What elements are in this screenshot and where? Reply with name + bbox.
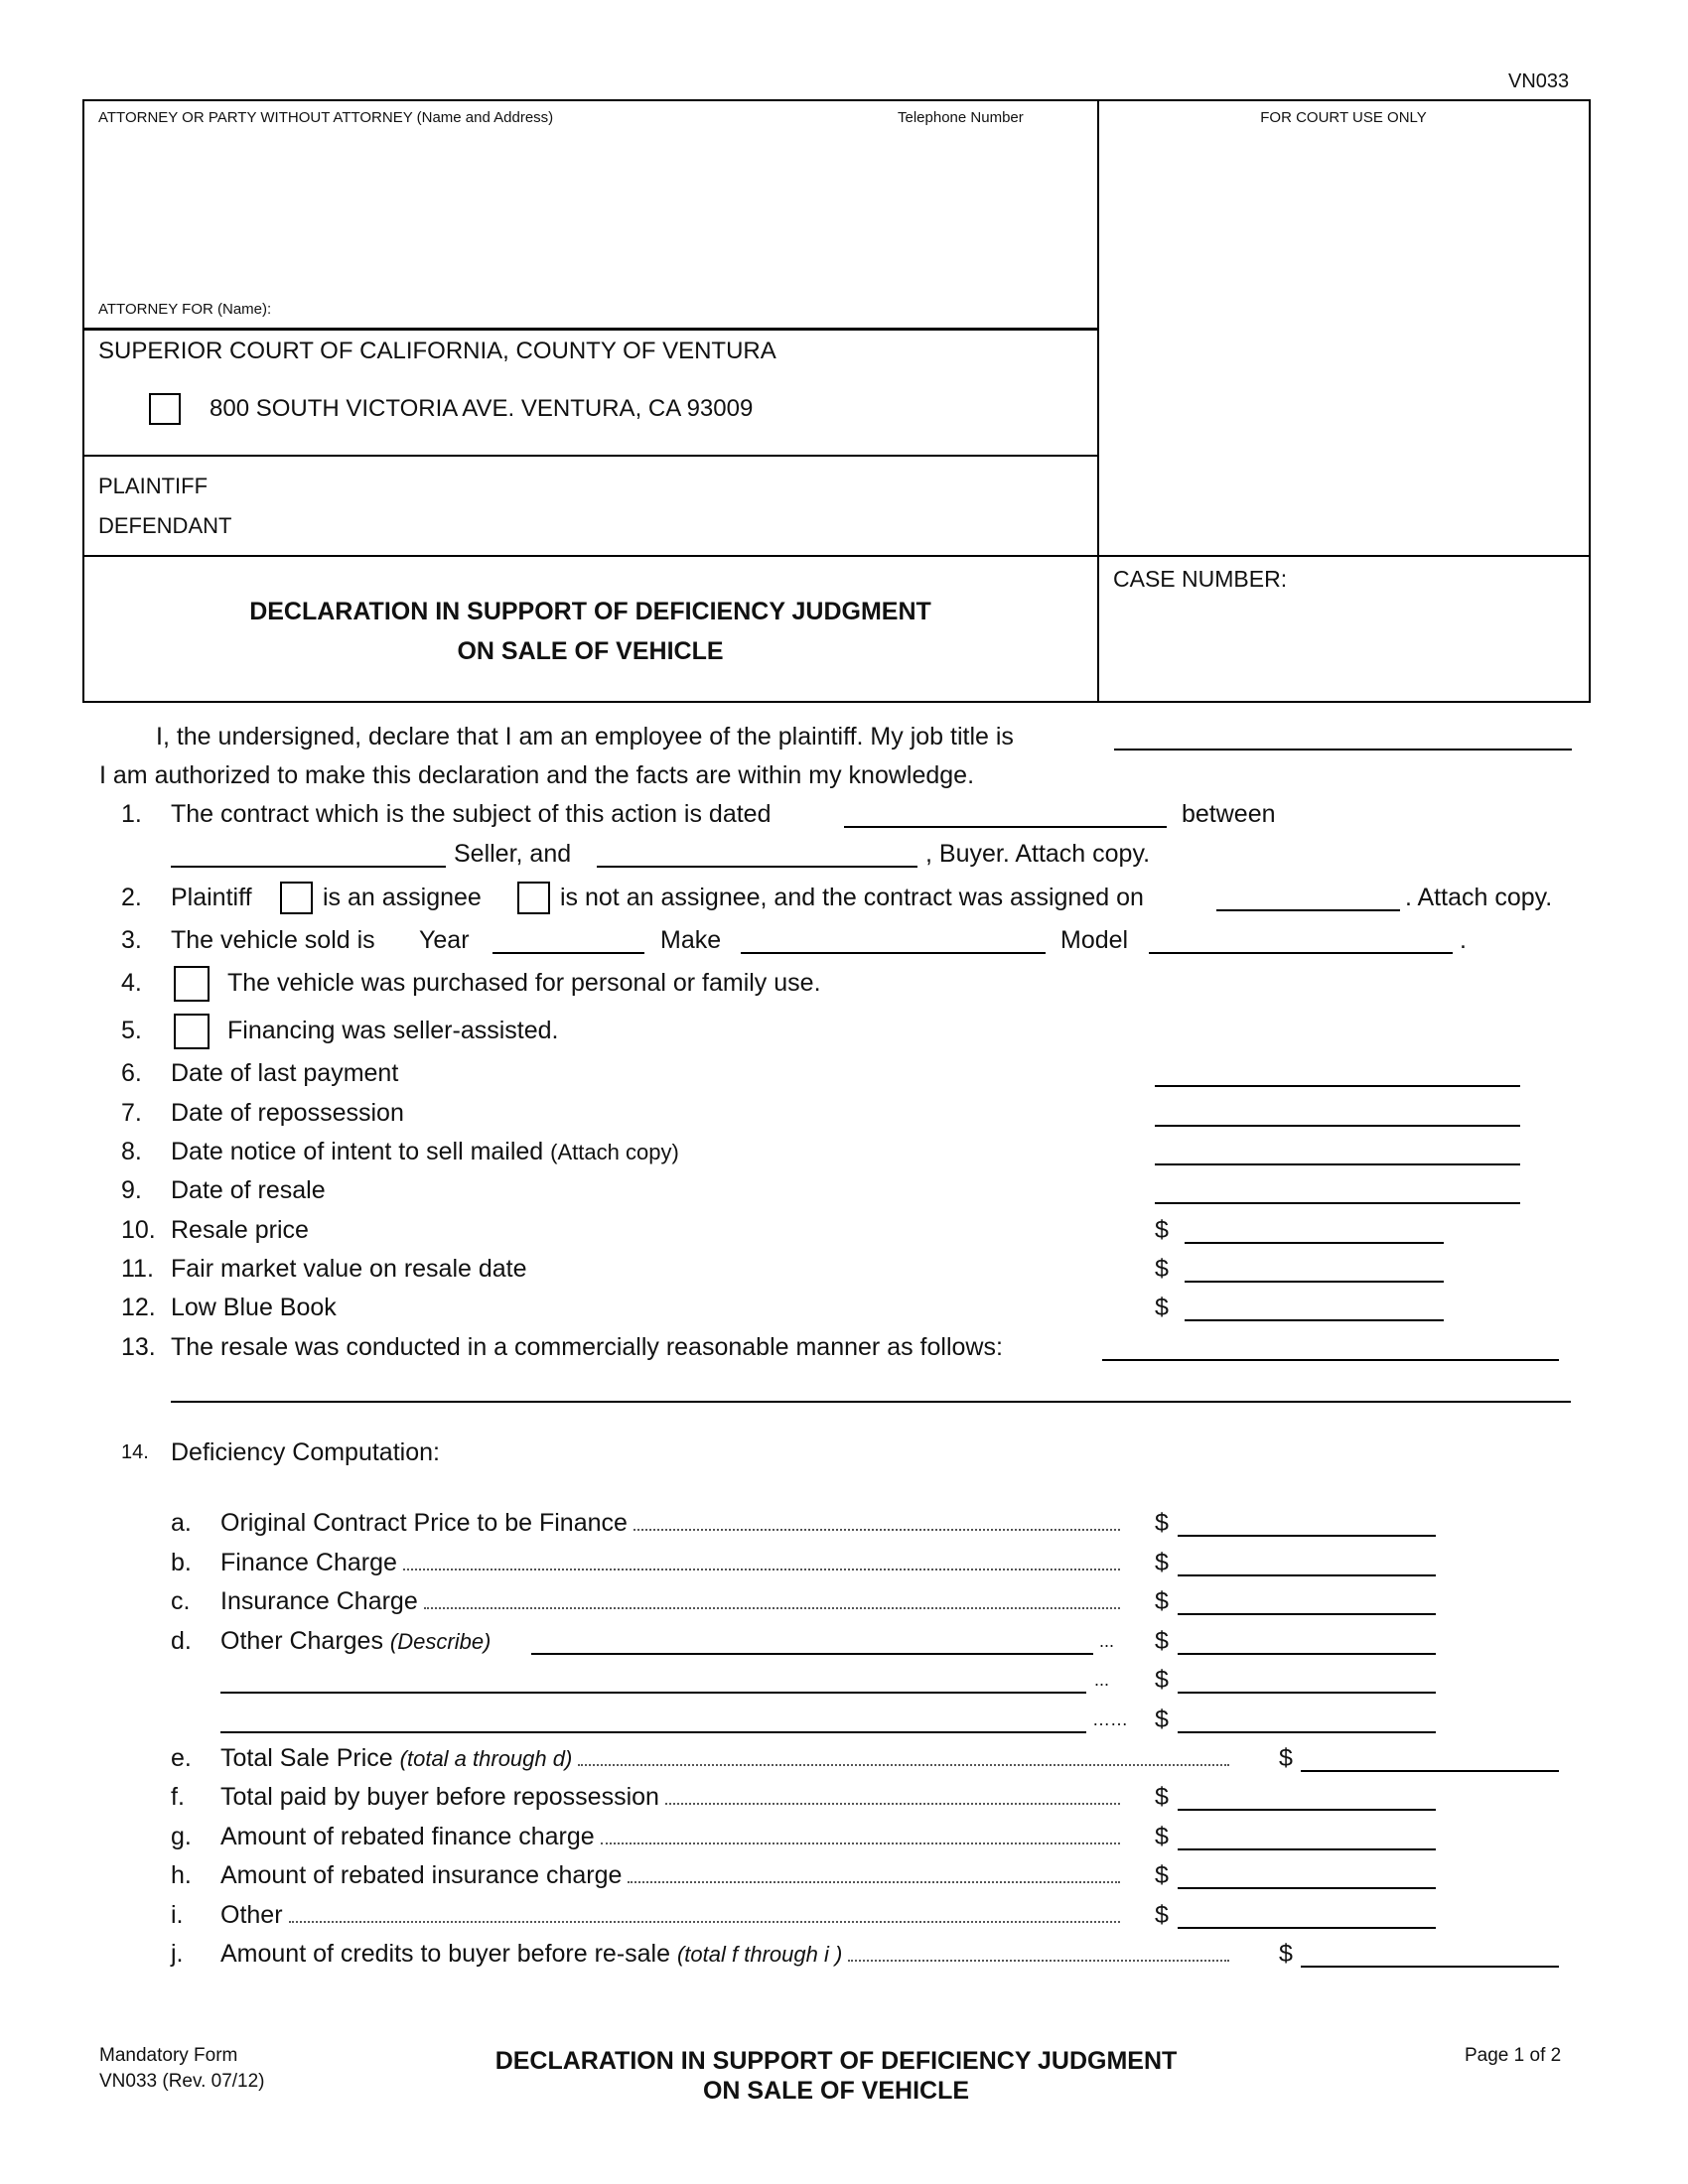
seller-field[interactable]: [171, 866, 446, 868]
resale-manner-field[interactable]: [1102, 1359, 1559, 1361]
year-field[interactable]: [492, 952, 644, 954]
item-8-note: (Attach copy): [550, 1140, 679, 1164]
row-j: [220, 1939, 1233, 1970]
attorney-label: ATTORNEY OR PARTY WITHOUT ATTORNEY (Name and Address): [98, 109, 554, 126]
dot-leader: [628, 1881, 1120, 1883]
other-charges-amount-field[interactable]: [1178, 1653, 1436, 1655]
row-letter: h.: [171, 1861, 192, 1889]
court-address: 800 SOUTH VICTORIA AVE. VENTURA, CA 93009: [210, 395, 754, 422]
dollar-sign: $: [1155, 1255, 1169, 1283]
item-3-make-label: Make: [660, 926, 722, 954]
item-3-text: The vehicle sold is: [171, 926, 375, 954]
insurance-charge-field[interactable]: [1178, 1613, 1436, 1615]
item-1-seller: Seller, and: [454, 840, 572, 868]
row-e: [220, 1743, 1233, 1774]
row-a-label: Original Contract Price to be Finance: [220, 1509, 628, 1537]
item-number: 1.: [121, 800, 142, 828]
divider: [82, 455, 1098, 457]
row-i: [220, 1900, 1124, 1930]
not-assignee-checkbox[interactable]: [517, 882, 550, 914]
dollar-sign: $: [1155, 1587, 1169, 1615]
row-letter: g.: [171, 1823, 192, 1850]
row-d-note: (Describe): [389, 1629, 492, 1654]
court-address-checkbox[interactable]: [149, 393, 181, 425]
dollar-sign: $: [1155, 1783, 1169, 1811]
total-paid-field[interactable]: [1178, 1809, 1436, 1811]
other-credit-field[interactable]: [1178, 1927, 1436, 1929]
repossession-date-field[interactable]: [1155, 1125, 1520, 1127]
row-a: [220, 1508, 1124, 1538]
item-5-text: Financing was seller-assisted.: [227, 1017, 559, 1044]
resale-date-field[interactable]: [1155, 1202, 1520, 1204]
row-letter: f.: [171, 1783, 185, 1811]
form-id: VN033: [1508, 70, 1570, 92]
rebated-insurance-charge-field[interactable]: [1178, 1887, 1436, 1889]
dot-leader: [578, 1764, 1229, 1766]
resale-manner-field-line2[interactable]: [171, 1401, 1571, 1403]
item-1-text: The contract which is the subject of this action is dated: [171, 800, 772, 828]
row-i-label: Other: [220, 1901, 283, 1929]
item-number: 14.: [121, 1441, 149, 1463]
dot-leader: [848, 1960, 1229, 1962]
plaintiff-label: PLAINTIFF: [98, 474, 209, 498]
is-assignee-checkbox[interactable]: [280, 882, 313, 914]
notice-date-field[interactable]: [1155, 1163, 1520, 1165]
row-d-text: Other Charges: [220, 1627, 383, 1655]
divider: [82, 328, 1098, 331]
dollar-sign: $: [1155, 1706, 1169, 1733]
model-field[interactable]: [1149, 952, 1453, 954]
row-h-label: Amount of rebated insurance charge: [220, 1861, 623, 1889]
item-1-between: between: [1182, 800, 1276, 828]
footer-revision: VN033 (Rev. 07/12): [99, 2071, 265, 2092]
item-12-text: Low Blue Book: [171, 1294, 337, 1321]
item-number: 10.: [121, 1216, 156, 1244]
other-charges-description-field-3[interactable]: [220, 1731, 1086, 1733]
row-letter: a.: [171, 1509, 192, 1537]
item-number: 11.: [121, 1255, 154, 1283]
row-g-label: Amount of rebated finance charge: [220, 1823, 595, 1850]
footer-title-line2: ON SALE OF VEHICLE: [702, 2077, 970, 2105]
item-7-text: Date of repossession: [171, 1099, 404, 1127]
row-letter: c.: [171, 1587, 191, 1615]
dot-leader: [633, 1529, 1120, 1531]
intro-line1: I, the undersigned, declare that I am an employee of the plaintiff. My job title is: [156, 723, 1014, 751]
item-number: 6.: [121, 1059, 142, 1087]
item-1-buyer: , Buyer. Attach copy.: [925, 840, 1151, 868]
ellipsis: ...: [1099, 1631, 1115, 1651]
row-j-note: (total f through i ): [676, 1942, 843, 1967]
dot-leader: [403, 1569, 1120, 1570]
item-number: 8.: [121, 1138, 142, 1165]
item-number: 2.: [121, 884, 142, 911]
item-8-label: Date notice of intent to sell mailed: [171, 1138, 544, 1165]
other-charges-description-field-2[interactable]: [220, 1692, 1086, 1694]
item-3-period: .: [1460, 926, 1467, 954]
item-2-plaintiff: Plaintiff: [171, 884, 252, 911]
row-f-label: Total paid by buyer before repossession: [220, 1783, 659, 1811]
total-credits-field[interactable]: [1301, 1966, 1559, 1968]
divider: [82, 555, 1589, 557]
item-4-text: The vehicle was purchased for personal or family use.: [227, 969, 821, 997]
item-number: 7.: [121, 1099, 142, 1127]
item-3-year-label: Year: [419, 926, 470, 954]
row-letter: i.: [171, 1901, 184, 1929]
intro-line2: I am authorized to make this declaration and the facts are within my knowledge.: [99, 761, 975, 789]
row-f: [220, 1782, 1124, 1812]
row-letter: b.: [171, 1549, 192, 1576]
dollar-sign: $: [1155, 1666, 1169, 1694]
form-title-line2: ON SALE OF VEHICLE: [457, 637, 724, 665]
item-3-model-label: Model: [1060, 926, 1129, 954]
item-6-text: Date of last payment: [171, 1059, 399, 1087]
row-c-label: Insurance Charge: [220, 1587, 418, 1615]
row-j-label: Amount of credits to buyer before re-sale: [220, 1940, 671, 1968]
footer-title-line1: DECLARATION IN SUPPORT OF DEFICIENCY JUDGMENT: [494, 2047, 1178, 2075]
item-9-text: Date of resale: [171, 1176, 326, 1204]
total-sale-price-field[interactable]: [1301, 1770, 1559, 1772]
item-13-text: The resale was conducted in a commercially reasonable manner as follows:: [171, 1333, 1003, 1361]
item-2-attach: . Attach copy.: [1405, 884, 1553, 911]
row-e-label: Total Sale Price: [220, 1744, 393, 1772]
job-title-field[interactable]: [1114, 749, 1572, 751]
resale-price-field[interactable]: [1185, 1242, 1444, 1244]
item-2-assignee: is an assignee: [323, 884, 482, 911]
item-11-text: Fair market value on resale date: [171, 1255, 527, 1283]
dollar-sign: $: [1155, 1627, 1169, 1655]
item-10-text: Resale price: [171, 1216, 309, 1244]
dollar-sign: $: [1155, 1509, 1169, 1537]
telephone-label: Telephone Number: [898, 109, 1024, 126]
row-letter: d.: [171, 1627, 192, 1655]
court-name: SUPERIOR COURT OF CALIFORNIA, COUNTY OF VENTURA: [98, 338, 776, 364]
row-b-label: Finance Charge: [220, 1549, 397, 1576]
dot-leader: [601, 1843, 1120, 1844]
item-number: 12.: [121, 1294, 156, 1321]
dollar-sign: $: [1155, 1549, 1169, 1576]
original-price-field[interactable]: [1178, 1535, 1436, 1537]
court-use-label: FOR COURT USE ONLY: [1260, 109, 1427, 126]
last-payment-date-field[interactable]: [1155, 1085, 1520, 1087]
dollar-sign: $: [1155, 1823, 1169, 1850]
dot-leader: [665, 1803, 1120, 1805]
attorney-for-label: ATTORNEY FOR (Name):: [98, 301, 272, 318]
item-number: 4.: [121, 969, 142, 997]
other-charges-description-field[interactable]: [531, 1653, 1093, 1655]
form-title-line1: DECLARATION IN SUPPORT OF DEFICIENCY JUDGMENT: [249, 598, 931, 625]
dollar-sign: $: [1279, 1744, 1293, 1772]
row-g: [220, 1822, 1124, 1851]
dot-leader: [289, 1921, 1120, 1923]
row-c: [220, 1586, 1124, 1616]
dollar-sign: $: [1155, 1901, 1169, 1929]
case-number-label: CASE NUMBER:: [1113, 566, 1288, 592]
footer-mandatory: Mandatory Form: [99, 2045, 238, 2066]
low-blue-book-field[interactable]: [1185, 1319, 1444, 1321]
buyer-field[interactable]: [597, 866, 917, 868]
ellipsis: ……: [1092, 1709, 1128, 1729]
row-letter: e.: [171, 1744, 192, 1772]
assigned-date-field[interactable]: [1216, 909, 1400, 911]
item-number: 5.: [121, 1017, 142, 1044]
page-number: Page 1 of 2: [1465, 2045, 1562, 2066]
item-2-not-assignee: is not an assignee, and the contract was assigned on: [560, 884, 1144, 911]
row-d-label: [220, 1626, 491, 1657]
defendant-label: DEFENDANT: [98, 513, 232, 538]
item-number: 3.: [121, 926, 142, 954]
row-h: [220, 1860, 1124, 1890]
other-charges-amount-field-3[interactable]: [1178, 1731, 1436, 1733]
other-charges-amount-field-2[interactable]: [1178, 1692, 1436, 1694]
dollar-sign: $: [1155, 1294, 1169, 1321]
item-number: 13.: [121, 1333, 156, 1361]
ellipsis: ...: [1094, 1670, 1110, 1690]
seller-assisted-checkbox[interactable]: [174, 1014, 210, 1049]
dollar-sign: $: [1155, 1216, 1169, 1244]
row-letter: j.: [171, 1940, 184, 1968]
dollar-sign: $: [1155, 1861, 1169, 1889]
finance-charge-field[interactable]: [1178, 1574, 1436, 1576]
fair-market-value-field[interactable]: [1185, 1281, 1444, 1283]
rebated-finance-charge-field[interactable]: [1178, 1848, 1436, 1850]
personal-use-checkbox[interactable]: [174, 966, 210, 1002]
row-b: [220, 1548, 1124, 1577]
item-14-text: Deficiency Computation:: [171, 1438, 440, 1466]
row-e-note: (total a through d): [399, 1746, 573, 1771]
dollar-sign: $: [1279, 1940, 1293, 1968]
contract-date-field[interactable]: [844, 826, 1167, 828]
dot-leader: [424, 1607, 1120, 1609]
item-number: 9.: [121, 1176, 142, 1204]
item-8-text: [171, 1137, 679, 1167]
make-field[interactable]: [741, 952, 1046, 954]
